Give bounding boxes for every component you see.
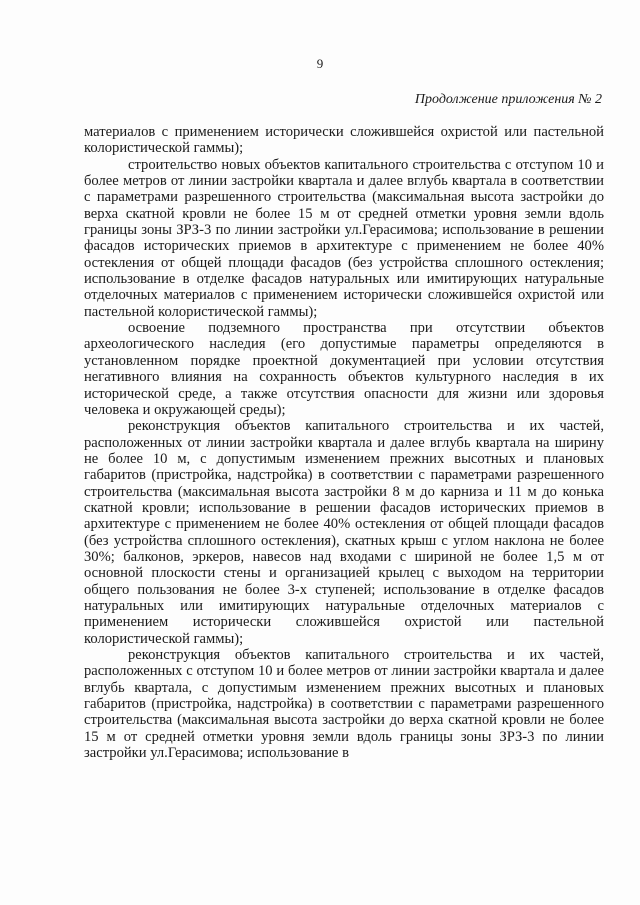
paragraph-continuation: материалов с применением исторически сложившейся охристой или пастельной колористической гаммы); [84,124,604,157]
page-number: 9 [316,56,324,71]
body-text [84,124,604,761]
paragraph-new-construction: строительство новых объектов капитального строительства с отступом 10 и более метров от линии застройки квартала и далее вглубь квартала в соответствии с параметрами разрешенного строительства (максимальная высота застройки до верха скатной кровли не более 15 м от средней отметки уровня земли вдоль границы зоны ЗРЗ-3 по линии застройки ул.Герасимова; использование в решении фасадов исторических приемов в архитектуре с применением не более 40% остекления от общей площади фасадов (без устройства сплошного остекления; использование в отделке фасадов натуральных или имитирующих натуральные отделочных материалов с применением исторически сложившейся охристой или пастельной колористической гаммы); [84,156,604,320]
paragraph-reconstruction-setback: реконструкция объектов капитального строительства и их частей, расположенных с отступом 10 и более метров от линии застройки квартала и далее вглубь квартала, с допустимым изменением прежних высотных и плановых габаритов (пристройка, надстройка) в соответствии с параметрами разрешенного строительства (максимальная высота застройки до верха скатной кровли не более 15 м от средней отметки уровня земли вдоль границы зоны ЗРЗ-3 по линии застройки ул.Герасимова; использование в [84,647,604,762]
paragraph-underground-space: освоение подземного пространства при отсутствии объектов археологического наследия (его допустимые параметры определяются в установленном порядке проектной документацией при условии отсутствия негативного влияния на сохранность объектов культурного наследия в их исторической среде, а также отсутствия опасности для жизни или здоровья человека и окружающей среды); [84,320,604,418]
appendix-continuation-note: Продолжение приложения № 2 [414,92,602,107]
paragraph-reconstruction-near-line: реконструкция объектов капитального строительства и их частей, расположенных от линии застройки квартала и далее вглубь квартала на ширину не более 10 м, с допустимым изменением прежних высотных и плановых габаритов (пристройка, надстройка) в соответствии с параметрами разрешенного строительства (максимальная высота застройки 8 м до карниза и 11 м до конька скатной кровли; использование в решении фасадов исторических приемов в архитектуре с применением не более 40% остекления от общей площади фасадов (без устройства сплошного остекления), скатных крыш с углом наклона не более 30%; балконов, эркеров, навесов над входами с шириной не более 1,5 м от основной плоскости стены и организацией крылец с выходом на территории общего пользования не более 3-х ступеней; использование в отделке фасадов натуральных или имитирующих натуральные отделочных материалов с применением исторически сложившейся охристой или пастельной колористической гаммы); [84,418,604,647]
